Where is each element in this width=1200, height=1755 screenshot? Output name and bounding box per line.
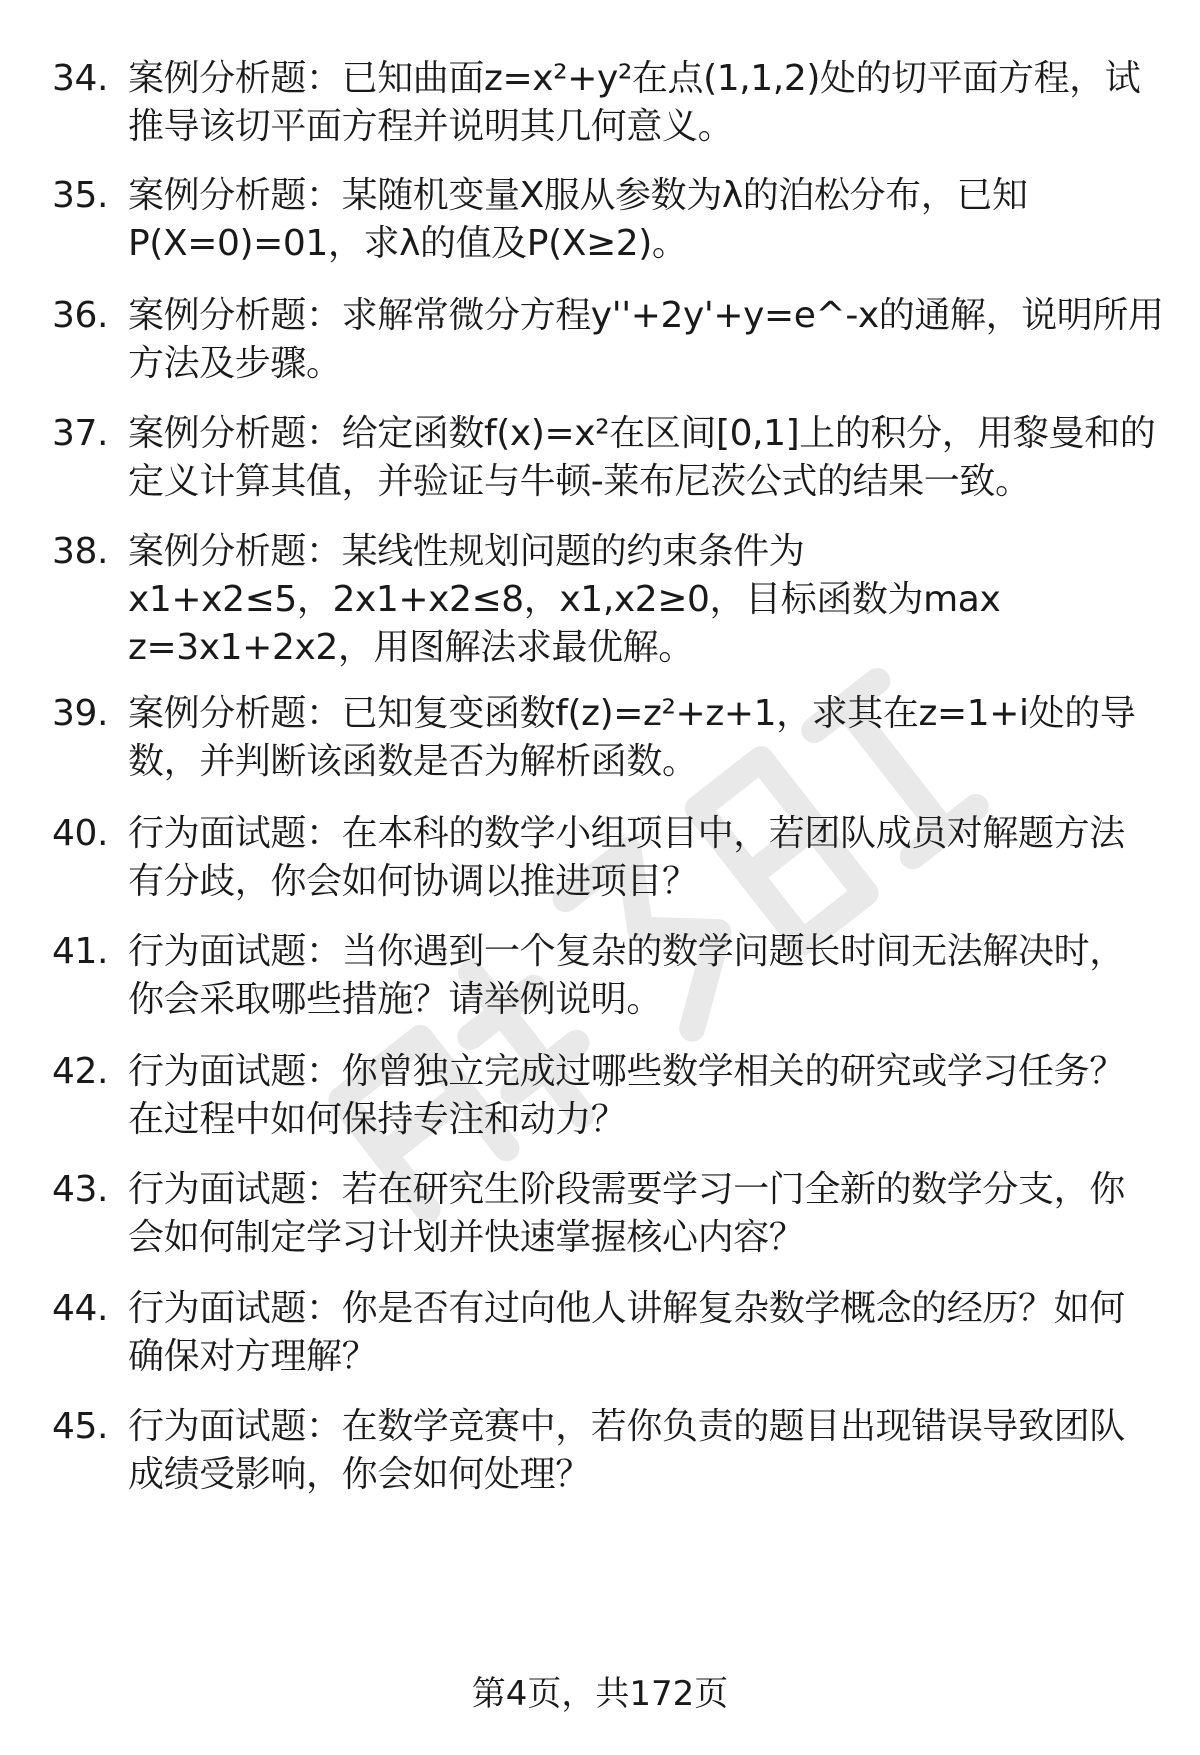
question-line: x1+x2≤5，2x1+x2≤8，x1,x2≥0，目标函数为max: [128, 579, 1001, 620]
question-number: 39.: [52, 693, 109, 734]
question-item: [52, 528, 1162, 672]
question-line: 你会采取哪些措施？请举例说明。: [128, 979, 663, 1020]
page-footer: [0, 1672, 1200, 1716]
question-number: 45.: [52, 1406, 109, 1447]
question-text: [128, 690, 1158, 786]
question-line: 数，并判断该函数是否为解析函数。: [128, 741, 698, 782]
question-number: 38.: [52, 531, 109, 572]
question-line: z=3x1+2x2，用图解法求最优解。: [128, 627, 694, 668]
question-text: [128, 928, 1158, 1024]
page-number-label: 第4页，共172页: [471, 1674, 729, 1714]
question-item: [52, 292, 1162, 388]
question-item: [52, 1166, 1162, 1262]
question-number: 36.: [52, 295, 109, 336]
question-number: 42.: [52, 1051, 109, 1092]
question-item: [52, 928, 1162, 1024]
question-line: 在过程中如何保持专注和动力？: [128, 1099, 627, 1140]
question-line: 方法及步骤。: [128, 343, 342, 384]
question-item: [52, 1285, 1162, 1381]
question-line: 行为面试题：你曾独立完成过哪些数学相关的研究或学习任务？: [128, 1051, 1125, 1092]
question-text: [128, 55, 1158, 151]
question-line: 行为面试题：当你遇到一个复杂的数学问题长时间无法解决时，: [128, 931, 1125, 972]
question-number: 41.: [52, 931, 109, 972]
question-text: [128, 810, 1158, 906]
question-line: 行为面试题：在数学竞赛中，若你负责的题目出现错误导致团队: [128, 1406, 1125, 1447]
question-text: [128, 172, 1158, 268]
question-line: 有分歧，你会如何协调以推进项目？: [128, 861, 698, 902]
question-line: 案例分析题：某随机变量X服从参数为λ的泊松分布，已知: [128, 175, 1028, 216]
question-line: 确保对方理解？: [128, 1336, 378, 1377]
question-line: 行为面试题：你是否有过向他人讲解复杂数学概念的经历？如何: [128, 1288, 1125, 1329]
question-line: P(X=0)=01，求λ的值及P(X≥2)。: [128, 223, 688, 264]
question-item: [52, 1403, 1162, 1499]
question-item: [52, 690, 1162, 786]
question-item: [52, 810, 1162, 906]
question-number: 37.: [52, 413, 109, 454]
question-number: 34.: [52, 58, 109, 99]
question-item: [52, 410, 1162, 506]
question-line: 会如何制定学习计划并快速掌握核心内容？: [128, 1217, 805, 1258]
question-item: [52, 172, 1162, 268]
question-line: 成绩受影响，你会如何处理？: [128, 1454, 591, 1495]
question-item: [52, 55, 1162, 151]
question-text: [128, 1403, 1158, 1499]
question-number: 43.: [52, 1169, 109, 1210]
question-item: [52, 1048, 1162, 1144]
question-line: 行为面试题：在本科的数学小组项目中，若团队成员对解题方法: [128, 813, 1125, 854]
question-line: 行为面试题：若在研究生阶段需要学习一门全新的数学分支，你: [128, 1169, 1125, 1210]
question-line: 案例分析题：求解常微分方程y''+2y'+y=e^-x的通解，说明所用: [128, 295, 1164, 336]
question-number: 35.: [52, 175, 109, 216]
question-line: 案例分析题：已知复变函数f(z)=z²+z+1，求其在z=1+i处的导: [128, 693, 1136, 734]
question-line: 案例分析题：给定函数f(x)=x²在区间[0,1]上的积分，用黎曼和的: [128, 413, 1156, 454]
question-text: [128, 1166, 1158, 1262]
question-number: 44.: [52, 1288, 109, 1329]
question-line: 案例分析题：已知曲面z=x²+y²在点(1,1,2)处的切平面方程，试: [128, 58, 1141, 99]
question-number: 40.: [52, 813, 109, 854]
question-text: [128, 528, 1158, 672]
question-text: [128, 292, 1164, 388]
question-line: 定义计算其值，并验证与牛顿-莱布尼茨公式的结果一致。: [128, 461, 1031, 502]
question-line: 案例分析题：某线性规划问题的约束条件为: [128, 531, 805, 572]
question-text: [128, 410, 1158, 506]
question-text: [128, 1048, 1158, 1144]
question-text: [128, 1285, 1158, 1381]
question-line: 推导该切平面方程并说明其几何意义。: [128, 106, 734, 147]
